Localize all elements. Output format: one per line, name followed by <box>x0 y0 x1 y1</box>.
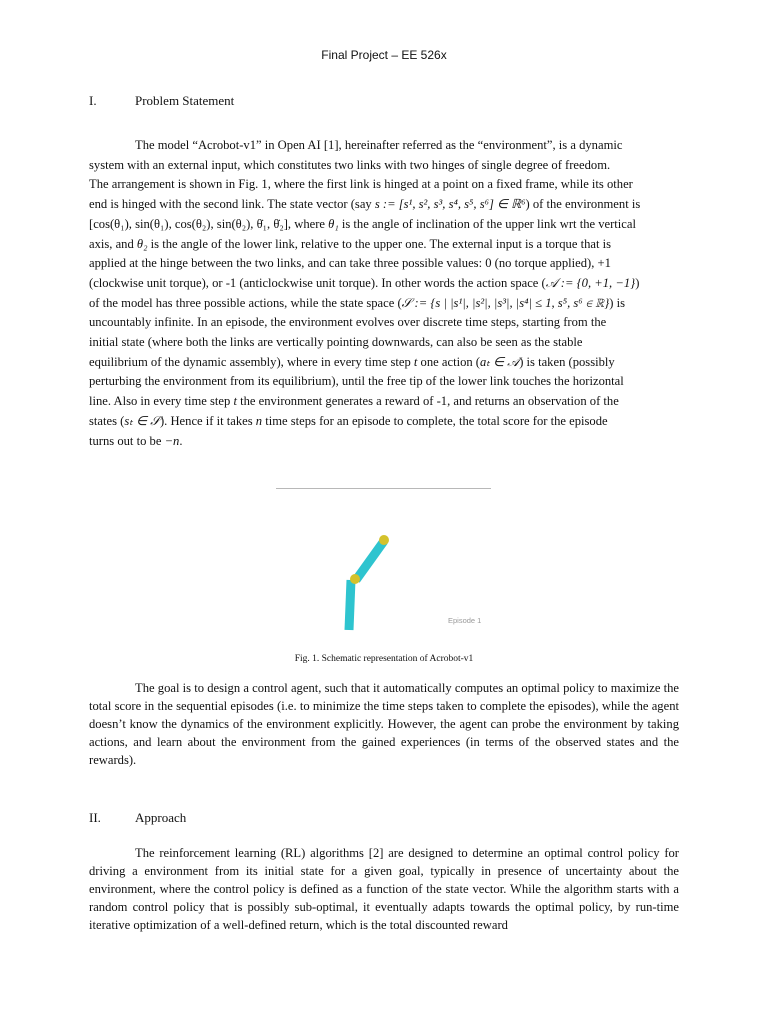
text-line: applied at the hinge between the two links, and can take three possible values: 0 (no torque applied), +1 <box>89 256 611 271</box>
section-number: I. <box>89 93 97 108</box>
section-heading-problem-statement <box>89 93 234 109</box>
text-line: axis, and θ₂ is the angle of the lower link, relative to the upper one. The external input is a torque that is <box>89 236 612 251</box>
figure-top-rule <box>276 488 491 489</box>
figure-caption: Fig. 1. Schematic representation of Acrobot-v1 <box>294 654 474 664</box>
lower-link <box>349 580 351 630</box>
state-vector-components: [cos(θ₁), sin(θ₁), cos(θ₂), sin(θ₂), θ̇₁, θ̇₂], <box>89 216 292 231</box>
page-header: Final Project – EE 526x <box>321 48 447 62</box>
section-number: II. <box>89 810 101 825</box>
text-line: initial state (where both the links are vertically pointing downwards, can also be seen as the stable <box>89 335 583 350</box>
paragraph-approach: The reinforcement learning (RL) algorithms [2] are designed to determine an optimal control policy for driving a environment from its initial state for a given goal, typically in presence of uncertainty about the environment, where the control policy is defined as a function of the state vector. While the algorithm starts with a random control policy that is possibly sub-optimal, it eventually adapts towards the optimal policy, by run-time iterative optimization of a well-defined return, which is the total discounted reward <box>89 846 679 932</box>
section-title: Problem Statement <box>135 93 235 108</box>
text-line: system with an external input, which constitutes two links with two hinges of single degree of freedom. <box>89 157 611 172</box>
state-space-formula: 𝒮 := {s | |s¹|, |s²|, |s³|, |s⁴| ≤ 1, s⁵, s⁶ ∈ ℝ} <box>401 295 610 310</box>
text-line: uncountably infinite. In an episode, the environment evolves over discrete time steps, starting from the <box>89 315 607 330</box>
section-title: Approach <box>135 810 187 825</box>
hinge-joint <box>350 574 360 584</box>
text-line: end is hinged with the second link. The state vector (say s := [s¹, s², s³, s⁴, s⁵, s⁶] ∈ ℝ⁶) of the environment is <box>89 197 641 212</box>
text-line: The model “Acrobot-v1” in Open AI [1], hereinafter referred as the “environment”, is a dynamic <box>135 138 623 152</box>
text-line: [cos(θ₁), sin(θ₁), cos(θ₂), sin(θ₂), θ̇₁, θ̇₂], where θ₁ is the angle of inclination of the upper link wrt the vertical <box>89 216 636 231</box>
text-line: perturbing the environment from its equilibrium), until the free tip of the lower link touches the horizontal <box>89 374 624 389</box>
action-space-formula: 𝒜 := {0, +1, −1} <box>545 275 636 290</box>
text-line: The arrangement is shown in Fig. 1, where the first link is hinged at a point on a fixed frame, while its other <box>89 177 633 192</box>
text-line: (clockwise unit torque), or -1 (anticlockwise unit torque). In other words the action space (𝒜 := {0, +1, −1}) <box>89 275 640 290</box>
text-line: turns out to be −n. <box>89 433 183 448</box>
episode-label: Episode 1 <box>448 616 482 625</box>
tip-joint <box>379 535 389 545</box>
text-line: equilibrium of the dynamic assembly), where in every time step t one action (aₜ ∈ 𝒜) is taken (possibly <box>89 354 615 369</box>
text-line: of the model has three possible actions, while the state space (𝒮 := {s | |s¹|, |s²|, |s³|, |s⁴| ≤ 1, s⁵, s⁶ ∈ ℝ}) is <box>89 295 626 310</box>
acrobot-figure <box>276 490 491 638</box>
acrobot-render <box>276 490 491 638</box>
text-line: states (sₜ ∈ 𝒮). Hence if it takes n time steps for an episode to complete, the total score for the episode <box>89 413 608 428</box>
state-vector-formula: s := [s¹, s², s³, s⁴, s⁵, s⁶] ∈ ℝ⁶ <box>374 197 526 212</box>
text-line: line. Also in every time step t the environment generates a reward of -1, and returns an observation of the <box>89 394 619 409</box>
paragraph-goal: The goal is to design a control agent, such that it automatically computes an optimal policy to maximize the total score in the sequential episodes (i.e. to minimize the time steps taken to complete the episodes), while the agent doesn’t know the dynamics of the environment explicitly. However, the agent can probe the environment by taking actions, and learn about the environment from the gained experiences (in terms of the observed states and the rewards). <box>89 681 679 767</box>
paragraph-problem-statement <box>89 136 679 451</box>
section-heading-approach <box>89 810 186 826</box>
